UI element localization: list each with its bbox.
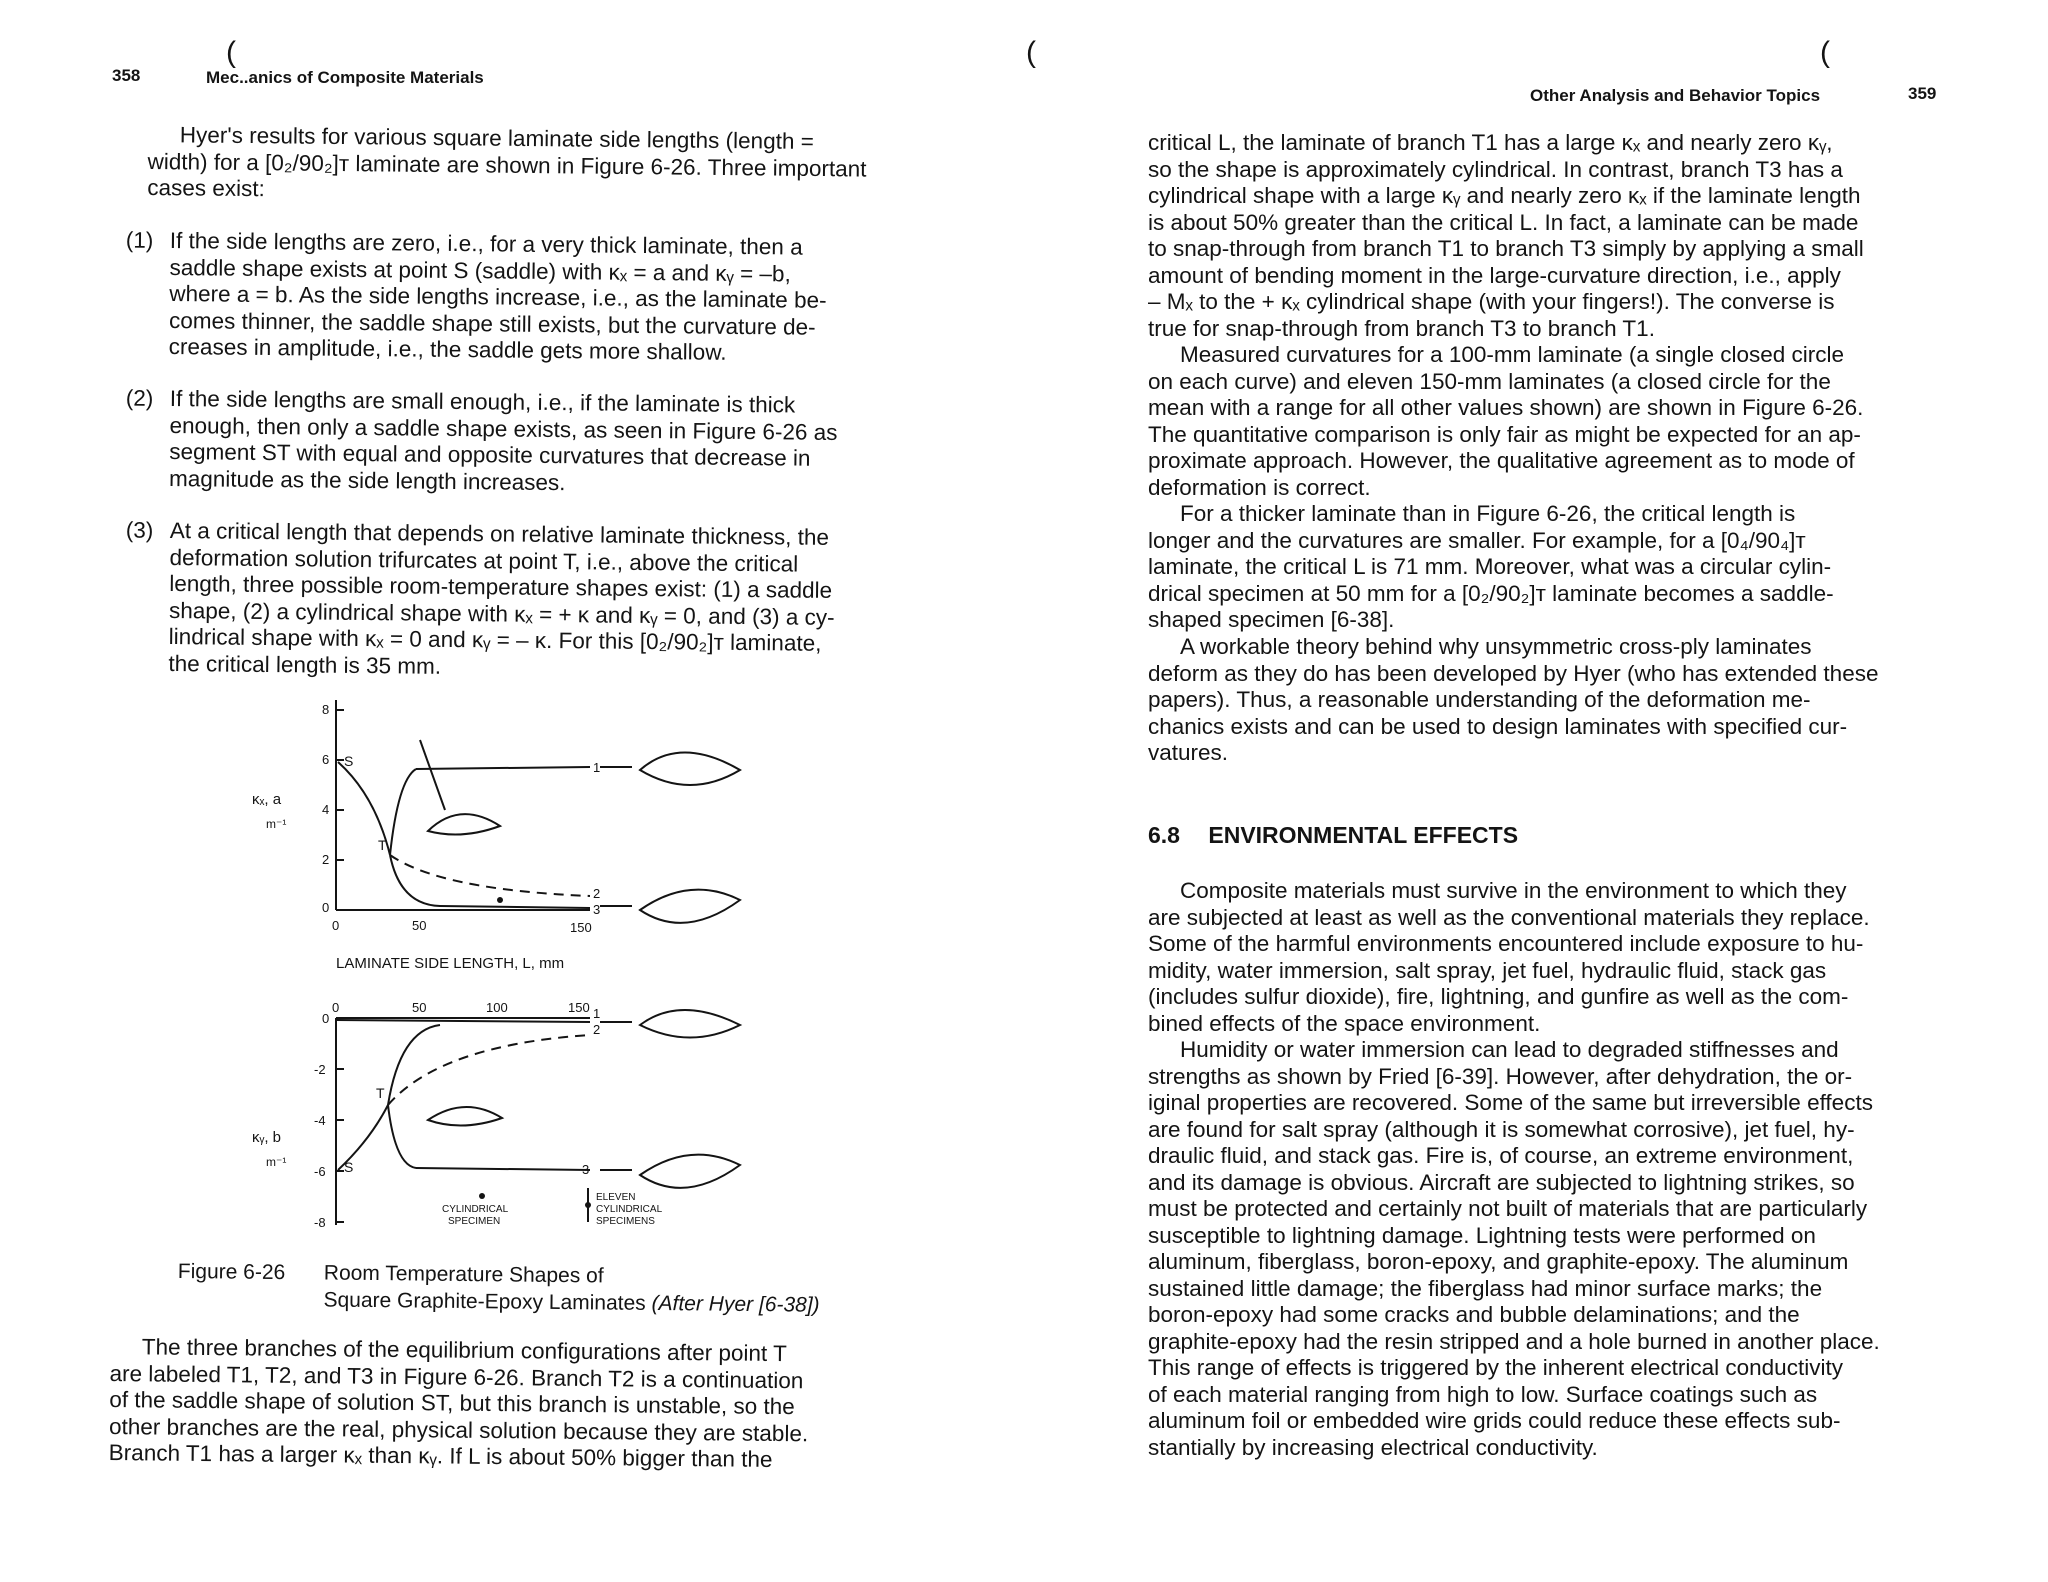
section-number: 6.8	[1148, 822, 1180, 848]
branch-label: 1	[593, 1006, 601, 1021]
case-line: lindrical shape with κₓ = 0 and κᵧ = – κ. For this [0₂/90₂]ᴛ laminate,	[168, 623, 822, 656]
para-line: – Mₓ to the + κₓ cylindrical shape (with your fingers!). The converse is	[1148, 289, 1835, 314]
para-line: Humidity or water immersion can lead to degraded stiffnesses and	[1180, 1037, 1839, 1062]
branch-1-top	[416, 767, 590, 769]
y-tick-label: 6	[322, 752, 330, 767]
para-line: drical specimen at 50 mm for a [0₂/90₂]ᴛ laminate becomes a saddle-	[1148, 580, 1834, 606]
para-line: on each curve) and eleven 150-mm laminates (a closed circle for the	[1148, 368, 1831, 394]
x-tick-label: 0	[332, 918, 340, 933]
case-line: segment ST with equal and opposite curvatures that decrease in	[169, 438, 811, 471]
para-line: chanics exists and can be used to design laminates with specified cur-	[1148, 713, 1848, 739]
branch-3-top	[390, 855, 590, 908]
closing-line: The three branches of the equilibrium configurations after point T	[141, 1334, 787, 1367]
para-line: A workable theory behind why unsymmetric cross-ply laminates	[1180, 634, 1812, 659]
figure-svg	[240, 700, 800, 1260]
top-axis-unit: m⁻¹	[266, 817, 287, 831]
para-1	[1148, 130, 1974, 342]
y-tick-label: -2	[314, 1062, 326, 1077]
case-number: (3)	[125, 517, 154, 543]
x-tick-label: 0	[332, 1000, 340, 1015]
legend-single-2: SPECIMEN	[448, 1216, 501, 1227]
branch-label: 2	[593, 886, 601, 901]
case-line: enough, then only a saddle shape exists, as seen in Figure 6-26 as	[169, 412, 838, 445]
y-tick-label: 8	[322, 702, 330, 717]
para-line: mean with a range for all other values shown) are shown in Figure 6-26.	[1148, 395, 1864, 420]
x-axis-title: LAMINATE SIDE LENGTH, L, mm	[336, 955, 565, 972]
running-head-left: Mec..anics of Composite Materials	[206, 68, 484, 87]
para-line: critical L, the laminate of branch T1 has a large κₓ and nearly zero κᵧ,	[1148, 130, 1833, 155]
case-1	[125, 227, 930, 368]
case-line: creases in amplitude, i.e., the saddle gets more shallow.	[168, 333, 727, 365]
para-line: so the shape is approximately cylindrical. In contrast, branch T3 has a	[1148, 156, 1843, 182]
point-s-label: S	[344, 1159, 354, 1175]
para-line: midity, water immersion, salt spray, jet fuel, hydraulic fluid, stack gas	[1148, 957, 1827, 983]
para-5	[1148, 878, 1974, 1037]
case-3	[125, 517, 930, 685]
para-line: are found for salt spray (although it is somewhat corrosive), jet fuel, hy-	[1148, 1116, 1855, 1142]
case-line: length, three possible room-temperature shapes exist: (1) a saddle	[169, 570, 833, 603]
scan-mark: (	[1026, 36, 1036, 69]
para-line: laminate, the critical L is 71 mm. Moreover, what was a circular cylin-	[1148, 554, 1832, 579]
case-line: If the side lengths are small enough, i.e., if the laminate is thick	[169, 386, 796, 418]
para-line: aluminum, fiberglass, boron-epoxy, and graphite-epoxy. The aluminum	[1148, 1249, 1849, 1274]
branch-3-drop	[388, 1105, 416, 1168]
x-tick-label: 150	[570, 920, 592, 935]
intro-paragraph	[147, 122, 928, 210]
para-line: stantially by increasing electrical conductivity.	[1148, 1434, 1598, 1460]
x-tick-label: 150	[568, 1000, 590, 1015]
legend-multi-2: CYLINDRICAL	[596, 1204, 663, 1215]
scan-mark: (	[1820, 36, 1830, 69]
para-line: The quantitative comparison is only fair as might be expected for an ap-	[1148, 421, 1861, 447]
para-line: graphite-epoxy had the resin stripped and a hole burned in another place.	[1148, 1328, 1880, 1354]
case-line: the critical length is 35 mm.	[168, 650, 442, 679]
right-page	[1024, 0, 2048, 1582]
para-line: iginal properties are recovered. Some of the same but irreversible effects	[1148, 1090, 1873, 1115]
case-line: magnitude as the side length increases.	[168, 465, 566, 495]
para-line: papers). Thus, a reasonable understanding of the deformation me-	[1148, 687, 1811, 712]
y-tick-label: -6	[314, 1164, 326, 1179]
page-number-left: 358	[112, 66, 141, 85]
intro-line: Hyer's results for various square laminate side lengths (length =	[179, 122, 814, 154]
point-t-label: T	[376, 1085, 385, 1101]
case-line: shape, (2) a cylindrical shape with κₓ = + κ and κᵧ = 0, and (3) a cy-	[168, 597, 835, 630]
para-2	[1148, 342, 1974, 501]
legend-multi-3: SPECIMENS	[596, 1216, 655, 1227]
para-line: proximate approach. However, the qualitative agreement as to mode of	[1148, 448, 1855, 473]
case-line: deformation solution trifurcates at point T, i.e., above the critical	[169, 544, 799, 577]
branch-2-bottom	[388, 1035, 590, 1105]
closing-line: of the saddle shape of solution ST, but this branch is unstable, so the	[109, 1386, 795, 1420]
para-line: draulic fluid, and stack gas. Fire is, of course, an extreme environment,	[1148, 1143, 1854, 1168]
branch-1-fall	[388, 1025, 440, 1105]
para-line: must be protected and certainly not built of materials that are particularly	[1148, 1196, 1868, 1221]
para-line: Some of the harmful environments encountered include exposure to hu-	[1148, 931, 1864, 956]
para-line: Measured curvatures for a 100-mm laminate (a single closed circle	[1180, 342, 1845, 367]
page-number-right: 359	[1908, 84, 1937, 103]
case-line: If the side lengths are zero, i.e., for a very thick laminate, then a	[169, 228, 803, 260]
para-line: and its damage is obvious. Aircraft are subjected to lightning strikes, so	[1148, 1169, 1855, 1195]
bottom-axis-unit: m⁻¹	[266, 1155, 287, 1169]
branch-1-bottom	[336, 1020, 590, 1022]
para-line: Composite materials must survive in the environment to which they	[1180, 878, 1847, 903]
branch-label: 3	[593, 902, 601, 917]
para-line: amount of bending moment in the large-curvature direction, i.e., apply	[1148, 262, 1841, 288]
para-line: sustained little damage; the fiberglass had minor surface marks; the	[1148, 1275, 1823, 1301]
para-line: This range of effects is triggered by the inherent electrical conductivity	[1148, 1355, 1843, 1380]
branch-2-top	[390, 855, 590, 896]
intro-line: cases exist:	[147, 174, 265, 202]
y-tick-label: 4	[322, 802, 330, 817]
bottom-axis-label: κᵧ, b	[252, 1129, 281, 1146]
para-line: are subjected at least as well as the conventional materials they replace.	[1148, 904, 1870, 930]
para-line: is about 50% greater than the critical L. In fact, a laminate can be made	[1148, 209, 1859, 235]
section-title: ENVIRONMENTAL EFFECTS	[1208, 822, 1519, 848]
branch-3-bottom	[416, 1168, 590, 1170]
figure-caption	[177, 1258, 878, 1325]
scan-mark: (	[226, 36, 236, 69]
case-line: where a = b. As the side lengths increase, i.e., as the laminate be-	[169, 280, 827, 313]
x-tick-label: 100	[486, 1000, 508, 1015]
top-axis-label: κₓ, a	[252, 791, 282, 808]
single-specimen-marker	[479, 1193, 485, 1199]
caption-body	[323, 1260, 824, 1319]
shape-cylinder-3	[640, 890, 740, 923]
branch-label: 1	[593, 760, 601, 775]
caption-label: Figure 6-26	[177, 1259, 286, 1285]
para-line: true for snap-through from branch T3 to branch T1.	[1148, 315, 1655, 341]
y-tick-label: 0	[322, 1011, 330, 1026]
para-line: deformation is correct.	[1148, 474, 1371, 500]
y-tick-label: 0	[322, 900, 330, 915]
legend-single-1: CYLINDRICAL	[442, 1204, 509, 1215]
x-tick-label: 50	[412, 918, 427, 933]
para-line: of each material ranging from high to low. Surface coatings such as	[1148, 1381, 1818, 1407]
para-line: longer and the curvatures are smaller. For example, for a [0₄/90₄]ᴛ	[1148, 527, 1806, 553]
para-line: (includes sulfur dioxide), fire, lightning, and gunfire as well as the com-	[1148, 984, 1849, 1009]
closing-line: other branches are the real, physical solution because they are stable.	[108, 1413, 809, 1446]
para-line: deform as they do has been developed by Hyer (who has extended these	[1148, 660, 1879, 686]
branch-label: 3	[582, 1162, 590, 1177]
saddle-inset-bottom	[428, 1107, 502, 1126]
point-s-label: S	[344, 753, 354, 769]
caption-line: Room Temperature Shapes of	[323, 1261, 604, 1288]
para-line: to snap-through from branch T1 to branch T3 simply by applying a small	[1148, 236, 1864, 261]
para-line: shaped specimen [6-38].	[1148, 607, 1395, 632]
y-tick-label: -4	[314, 1113, 326, 1128]
x-tick-label: 50	[412, 1000, 427, 1015]
para-line: For a thicker laminate than in Figure 6-26, the critical length is	[1180, 501, 1796, 526]
para-line: aluminum foil or embedded wire grids could reduce these effects sub-	[1148, 1408, 1841, 1433]
para-6	[1148, 1037, 1974, 1461]
section-heading	[1148, 822, 1518, 849]
case-number: (2)	[125, 385, 154, 411]
caption-line: Square Graphite-Epoxy Laminates	[323, 1288, 646, 1315]
y-tick-label: -8	[314, 1215, 326, 1230]
para-line: vatures.	[1148, 740, 1229, 765]
shape-cylinder-3b	[640, 1155, 740, 1188]
pointer-line	[420, 740, 445, 810]
branch-label: 2	[593, 1022, 601, 1037]
data-point-top	[497, 897, 503, 903]
shape-cylinder-1b	[640, 1010, 740, 1038]
case-2	[125, 385, 930, 500]
para-4	[1148, 634, 1974, 767]
para-line: boron-epoxy had some cracks and bubble delaminations; and the	[1148, 1302, 1800, 1327]
case-number: (1)	[125, 227, 154, 253]
running-head-right: Other Analysis and Behavior Topics	[1530, 86, 1821, 105]
closing-paragraph	[109, 1334, 918, 1475]
case-line: At a critical length that depends on relative laminate thickness, the	[169, 518, 830, 550]
case-line: saddle shape exists at point S (saddle) with κₓ = a and κᵧ = –b,	[169, 254, 791, 287]
shape-cylinder-1	[640, 753, 740, 786]
point-t-label: T	[378, 837, 387, 853]
para-line: strengths as shown by Fried [6-39]. However, after dehydration, the or-	[1148, 1063, 1853, 1089]
case-line: comes thinner, the saddle shape still exists, but the curvature de-	[168, 307, 816, 340]
para-line: bined effects of the space environment.	[1148, 1010, 1541, 1036]
legend-multi-1: ELEVEN	[596, 1192, 636, 1203]
branch-1-rise	[390, 769, 416, 855]
intro-line: width) for a [0₂/90₂]ᴛ laminate are shown in Figure 6-26. Three important	[147, 148, 867, 182]
caption-source: (After Hyer [6-38])	[651, 1291, 820, 1317]
para-3	[1148, 501, 1974, 634]
para-line: susceptible to lightning damage. Lightning tests were performed on	[1148, 1222, 1816, 1248]
multi-specimen-marker	[585, 1202, 591, 1208]
closing-line: are labeled T1, T2, and T3 in Figure 6-26. Branch T2 is a continuation	[109, 1360, 804, 1393]
para-line: cylindrical shape with a large κᵧ and nearly zero κₓ if the laminate length	[1148, 183, 1861, 208]
y-tick-label: 2	[322, 852, 330, 867]
closing-line: Branch T1 has a larger κₓ than κᵧ. If L is about 50% bigger than the	[108, 1439, 773, 1472]
figure-6-26	[240, 700, 800, 1260]
saddle-inset-top	[428, 814, 500, 834]
